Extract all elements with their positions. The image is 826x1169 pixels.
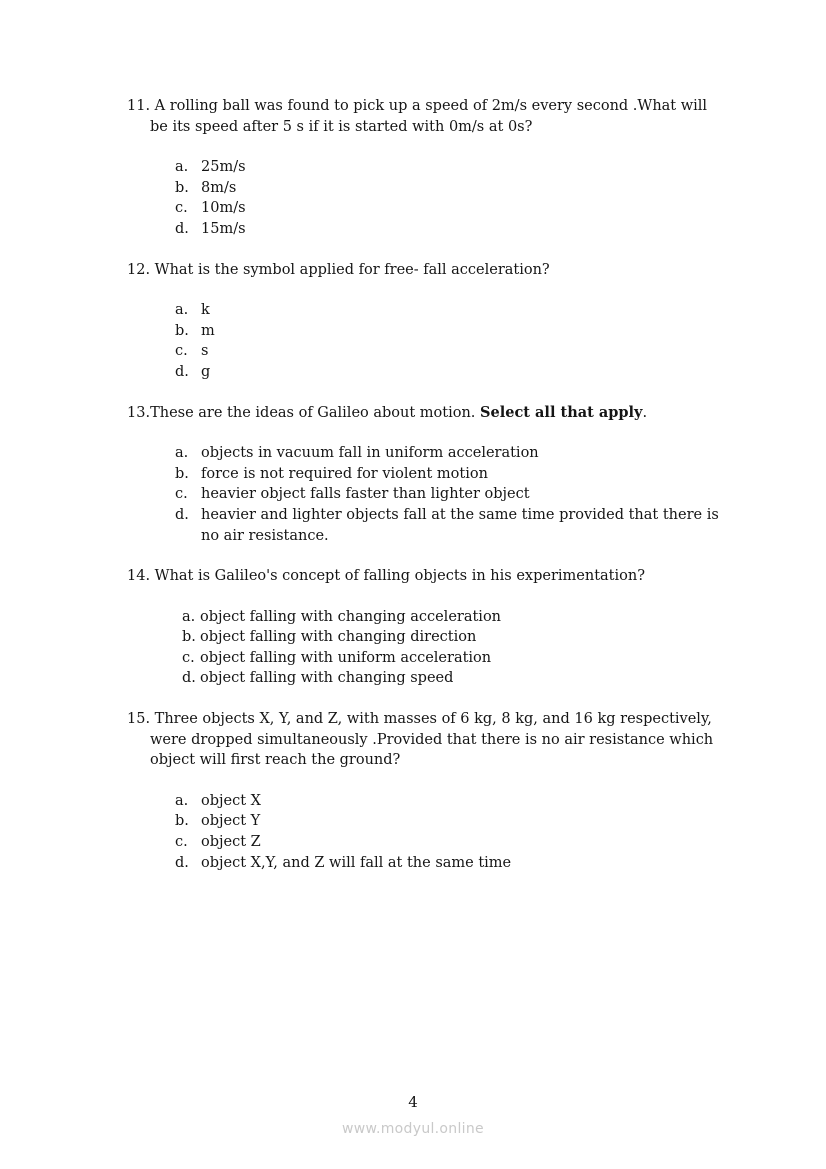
options-list-15	[127, 791, 729, 873]
question-body: Three objects X, Y, and Z, with masses of 6 kg, 8 kg, and 16 kg respectively, were dropped simultaneously .Provided that there is no air resistance which object will first reach the ground?	[150, 711, 714, 769]
option-row	[175, 853, 729, 874]
option-text: object falling with changing direction	[200, 629, 477, 646]
option-row	[182, 648, 729, 669]
option-row	[175, 464, 729, 485]
option-text: 15m/s	[201, 220, 246, 237]
question-bold-text: Select all that apply	[480, 403, 643, 421]
option-letter: d.	[182, 670, 196, 687]
watermark-text: www.modyul.online	[342, 1121, 484, 1137]
options-list-11	[127, 157, 729, 239]
option-text: object falling with changing speed	[200, 670, 454, 687]
option-letter: d.	[175, 506, 189, 523]
option-text: object falling with uniform acceleration	[200, 649, 492, 666]
option-row	[175, 321, 729, 342]
option-row	[175, 832, 729, 853]
question-15	[127, 709, 729, 771]
option-text: m	[201, 322, 215, 339]
option-letter: c.	[175, 486, 188, 503]
option-text: g	[201, 363, 211, 380]
option-row	[182, 607, 729, 628]
option-letter: a.	[175, 445, 189, 462]
option-letter: d.	[175, 220, 189, 237]
question-body: A rolling ball was found to pick up a speed of 2m/s every second .What will be its speed after 5 s if it is started with 0m/s at 0s?	[150, 98, 708, 135]
option-letter: c.	[175, 343, 188, 360]
option-row	[175, 157, 729, 178]
question-13	[127, 403, 729, 424]
option-row	[175, 443, 729, 464]
question-text	[127, 709, 729, 771]
option-row	[175, 198, 729, 219]
option-text: object X,Y, and Z will fall at the same time	[201, 854, 512, 871]
option-row	[175, 300, 729, 321]
question-11	[127, 96, 729, 137]
option-letter: c.	[175, 200, 188, 217]
option-row	[182, 627, 729, 648]
option-text: force is not required for violent motion	[201, 465, 488, 482]
option-row	[182, 668, 729, 689]
option-text: 8m/s	[201, 179, 237, 196]
option-letter: b.	[175, 179, 189, 196]
question-body: These are the ideas of Galileo about motion.	[150, 404, 481, 421]
question-number: 11.	[127, 98, 151, 114]
option-text: 25m/s	[201, 159, 246, 176]
options-list-12	[127, 300, 729, 382]
option-row	[175, 791, 729, 812]
question-body: What is the symbol applied for free- fall acceleration?	[154, 261, 550, 278]
question-12	[127, 260, 729, 281]
option-row	[175, 362, 729, 383]
option-text: objects in vacuum fall in uniform acceleration	[201, 445, 539, 462]
question-suffix: .	[642, 404, 648, 421]
page-number: 4	[408, 1093, 418, 1111]
option-text: object Y	[201, 813, 261, 830]
option-letter: a.	[175, 159, 189, 176]
option-row	[175, 178, 729, 199]
option-text: object falling with changing acceleration	[200, 608, 502, 625]
option-text: s	[201, 343, 209, 360]
option-letter: a.	[175, 302, 189, 319]
option-text: object X	[201, 792, 261, 809]
question-number: 12.	[127, 261, 151, 278]
question-text	[127, 403, 729, 424]
option-letter: b.	[175, 465, 189, 482]
option-letter: a.	[175, 792, 189, 809]
question-number: 15.	[127, 711, 151, 728]
option-letter: d.	[175, 363, 189, 380]
option-text: k	[201, 302, 210, 319]
question-14	[127, 566, 729, 587]
option-letter: b.	[175, 322, 189, 339]
option-row	[175, 811, 729, 832]
option-text: heavier object falls faster than lighter object	[201, 486, 530, 503]
option-text: heavier and lighter objects fall at the same time provided that there is no air resistance.	[201, 506, 719, 544]
option-row	[175, 505, 729, 546]
question-number: 13.	[127, 404, 151, 421]
option-text: object Z	[201, 834, 261, 851]
option-letter: d.	[175, 854, 189, 871]
question-body: What is Galileo's concept of falling objects in his experimentation?	[154, 568, 645, 585]
question-number: 14.	[127, 568, 151, 585]
option-row	[175, 484, 729, 505]
option-letter: a.	[182, 608, 196, 625]
option-row	[175, 219, 729, 240]
option-text: 10m/s	[201, 200, 246, 217]
option-letter: b.	[182, 629, 196, 646]
option-letter: c.	[175, 834, 188, 851]
question-text	[127, 260, 729, 281]
question-text	[127, 96, 729, 137]
question-text	[127, 566, 729, 587]
option-letter: b.	[175, 813, 189, 830]
options-list-14	[127, 607, 729, 689]
option-letter: c.	[182, 649, 195, 666]
option-row	[175, 341, 729, 362]
options-list-13	[127, 443, 729, 546]
